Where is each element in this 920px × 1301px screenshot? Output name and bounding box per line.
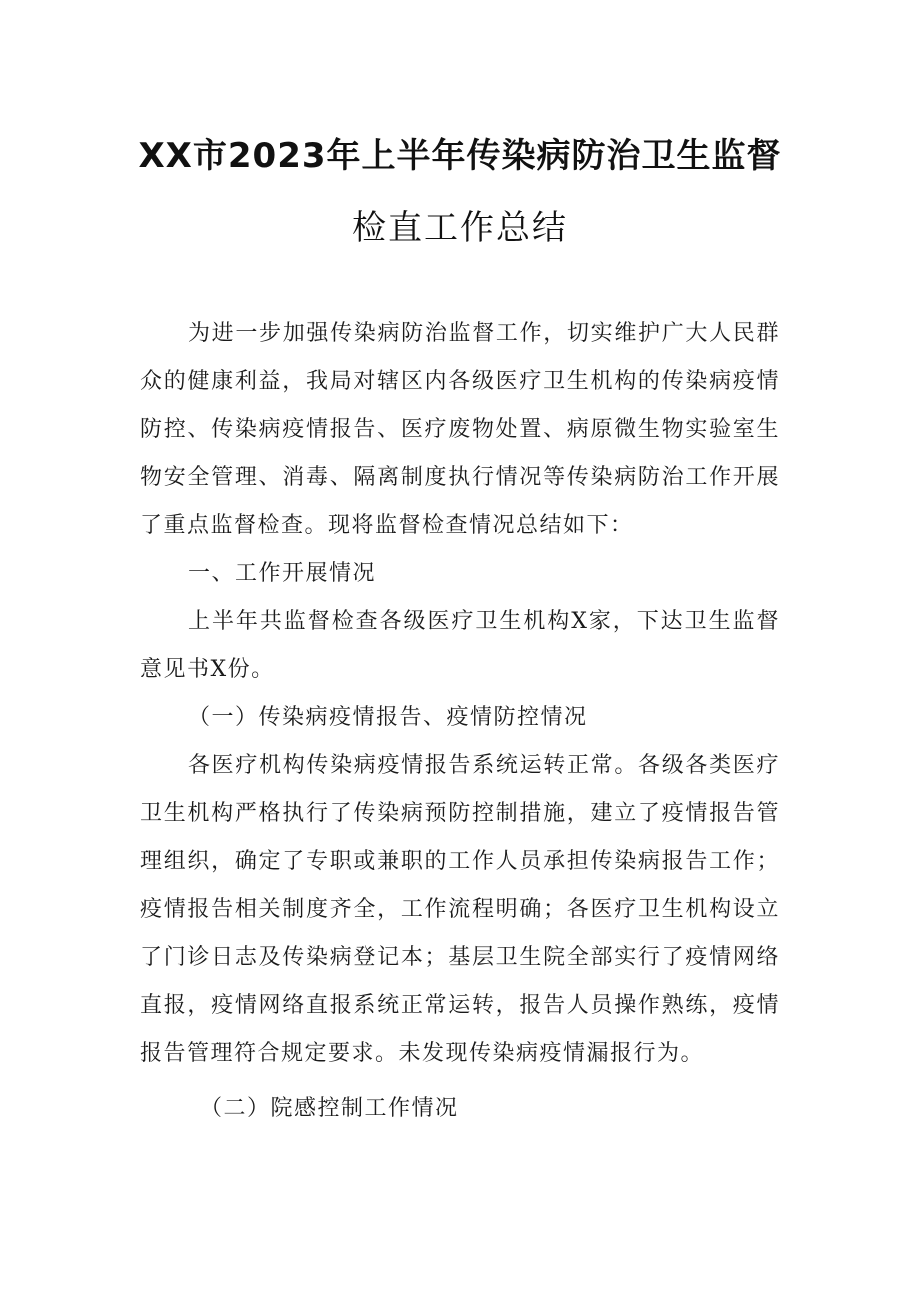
subsection1-paragraph: 各医疗机构传染病疫情报告系统运转正常。各级各类医疗卫生机构严格执行了传染病预防控制措施，建立了疫情报告管理组织，确定了专职或兼职的工作人员承担传染病报告工作；疫情报告相关制度齐全，工作流程明确；各医疗卫生机构设立了门诊日志及传染病登记本；基层卫生院全部实行了疫情网络直报，疫情网络直报系统正常运转，报告人员操作熟练，疫情报告管理符合规定要求。未发现传染病疫情漏报行为。 bbox=[140, 753, 780, 1066]
document-title-line1: XX市2023年上半年传染病防治卫生监督 bbox=[138, 136, 782, 176]
intro-paragraph: 为进一步加强传染病防治监督工作，切实维护广大人民群众的健康利益，我局对辖区内各级医疗卫生机构的传染病疫情防控、传染病疫情报告、医疗废物处置、病原微生物实验室生物安全管理、消毒、隔离制度执行情况等传染病防治工作开展了重点监督检查。现将监督检查情况总结如下： bbox=[140, 321, 780, 538]
subsection-heading-1: （一）传染病疫情报告、疫情防控情况 bbox=[188, 705, 588, 730]
subsection-heading-2: （二）院感控制工作情况 bbox=[200, 1096, 459, 1121]
section-heading-1: 一、工作开展情况 bbox=[188, 561, 377, 586]
section1-paragraph: 上半年共监督检查各级医疗卫生机构X家，下达卫生监督意见书X份。 bbox=[140, 609, 780, 682]
document-title-line2: 检直工作总结 bbox=[352, 208, 568, 248]
